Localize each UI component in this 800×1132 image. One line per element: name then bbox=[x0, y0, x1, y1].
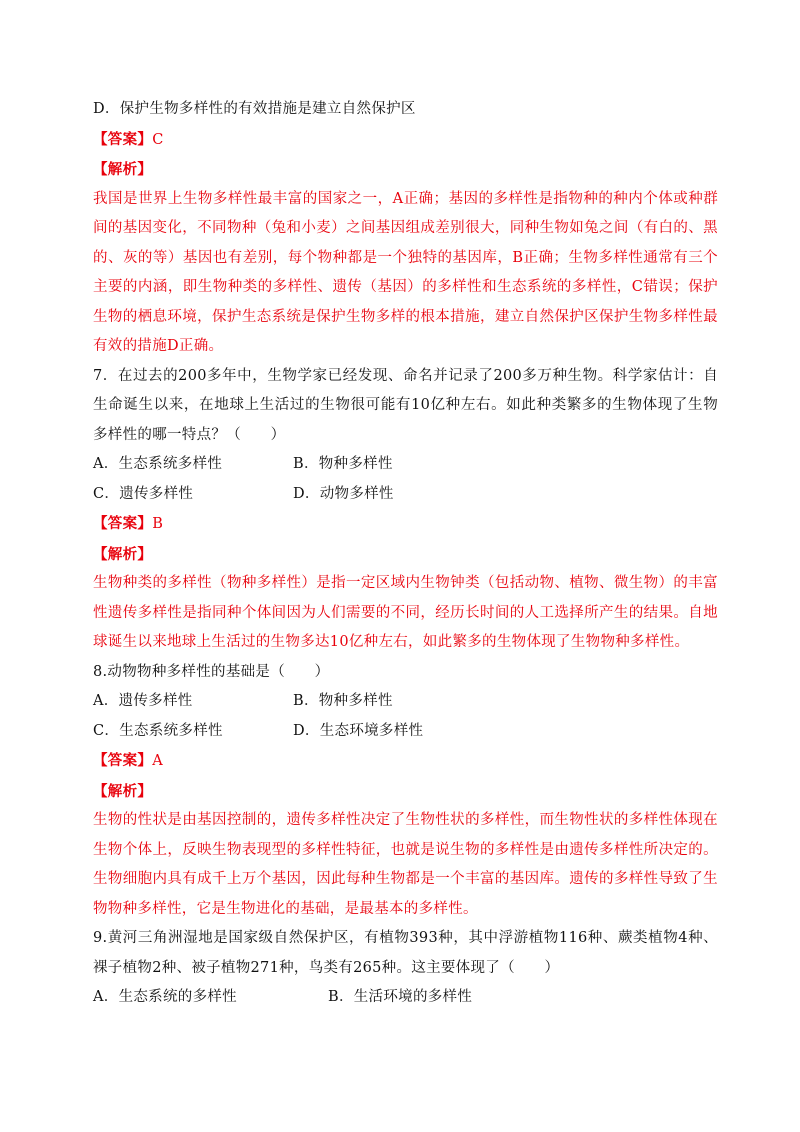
q7-stem: 7．在过去的200多年中，生物学家已经发现、命名并记录了200多万种生物。科学家估计：自生命诞生以来，在地球上生活过的生物很可能有10亿种左右。如此种类繁多的生物体现了生物多样性的哪一特点？（ ） bbox=[93, 367, 718, 443]
answer-tag: 【答案】 bbox=[93, 515, 153, 532]
q7-option-a: A．生态系统多样性 bbox=[93, 456, 223, 472]
q7-option-c: C．遗传多样性 bbox=[93, 485, 194, 502]
q9-option-b: B．生活环境的多样性 bbox=[328, 989, 473, 1005]
page-content bbox=[93, 95, 718, 1013]
q6-option-d: D．保护生物多样性的有效措施是建立自然保护区 bbox=[93, 101, 416, 117]
q8-answer bbox=[93, 746, 718, 777]
q7-options-row-2 bbox=[93, 480, 718, 510]
q8-option-b: B．物种多样性 bbox=[293, 693, 393, 709]
q8-option-d: D．生态环境多样性 bbox=[293, 722, 424, 739]
q7-option-b: B．物种多样性 bbox=[293, 456, 393, 472]
q6-analysis-tag: 【解析】 bbox=[93, 161, 153, 178]
q8-options-row-1 bbox=[93, 687, 718, 717]
q6-answer bbox=[93, 125, 718, 156]
q8-options-row-2 bbox=[93, 717, 718, 747]
q7-analysis: 生物种类的多样性（物种多样性）是指一定区域内生物钟类（包括动物、植物、微生物）的丰富性遗传多样性是指同种个体间因为人们需要的不同，经历长时间的人工选择所产生的结果。自地球诞生以来地球上生活过的生物多达10亿种左右，如此繁多的生物体现了生物物种多样性。 bbox=[93, 575, 718, 650]
answer-value: B bbox=[152, 516, 164, 532]
q8-stem: 8.动物物种多样性的基础是（ ） bbox=[93, 663, 330, 680]
q9-options-row-1 bbox=[93, 983, 718, 1013]
q9-stem: 9.黄河三角洲湿地是国家级自然保护区，有植物393种，其中浮游植物116种、蕨类植物4种、裸子植物2种、被子植物271种，鸟类有265种。这主要体现了（ ） bbox=[93, 930, 718, 976]
answer-tag: 【答案】 bbox=[93, 130, 153, 148]
q7-options-row-1 bbox=[93, 450, 718, 480]
q8-analysis: 生物的性状是由基因控制的，遗传多样性决定了生物性状的多样性，而生物性状的多样性体现在生物个体上，反映生物表现型的多样性特征，也就是说生物的多样性是由遗传多样性所决定的。生物细胞内具有成千上万个基因，因此每种生物都是一个丰富的基因库。遗传的多样性导致了生物物种多样性，它是生物进化的基础，是最基本的多样性。 bbox=[93, 812, 718, 917]
answer-value: C bbox=[152, 131, 164, 148]
q9-option-a: A．生态系统的多样性 bbox=[93, 989, 237, 1005]
q7-option-d: D．动物多样性 bbox=[293, 485, 394, 502]
q8-analysis-tag: 【解析】 bbox=[93, 782, 153, 800]
answer-value: A bbox=[152, 753, 163, 769]
q8-option-a: A．遗传多样性 bbox=[93, 693, 193, 709]
q6-analysis: 我国是世界上生物多样性最丰富的国家之一，A正确；基因的多样性是指物种的种内个体或种群间的基因变化，不同物种（兔和小麦）之间基因组成差别很大，同种生物如兔之间（有白的、黑的、灰的等）基因也有差别，每个物种都是一个独特的基因库，B正确；生物多样性通常有三个主要的内涵，即生物种类的多样性、遗传（基因）的多样性和生态系统的多样性，C错误；保护生物的栖息环境，保护生态系统是保护生物多样的根本措施，建立自然保护区保护生物多样性最有效的措施D正确。 bbox=[93, 190, 718, 354]
q8-option-c: C．生态系统多样性 bbox=[93, 722, 223, 739]
q7-answer bbox=[93, 509, 718, 540]
answer-tag: 【答案】 bbox=[93, 752, 153, 769]
q7-analysis-tag: 【解析】 bbox=[93, 545, 153, 563]
